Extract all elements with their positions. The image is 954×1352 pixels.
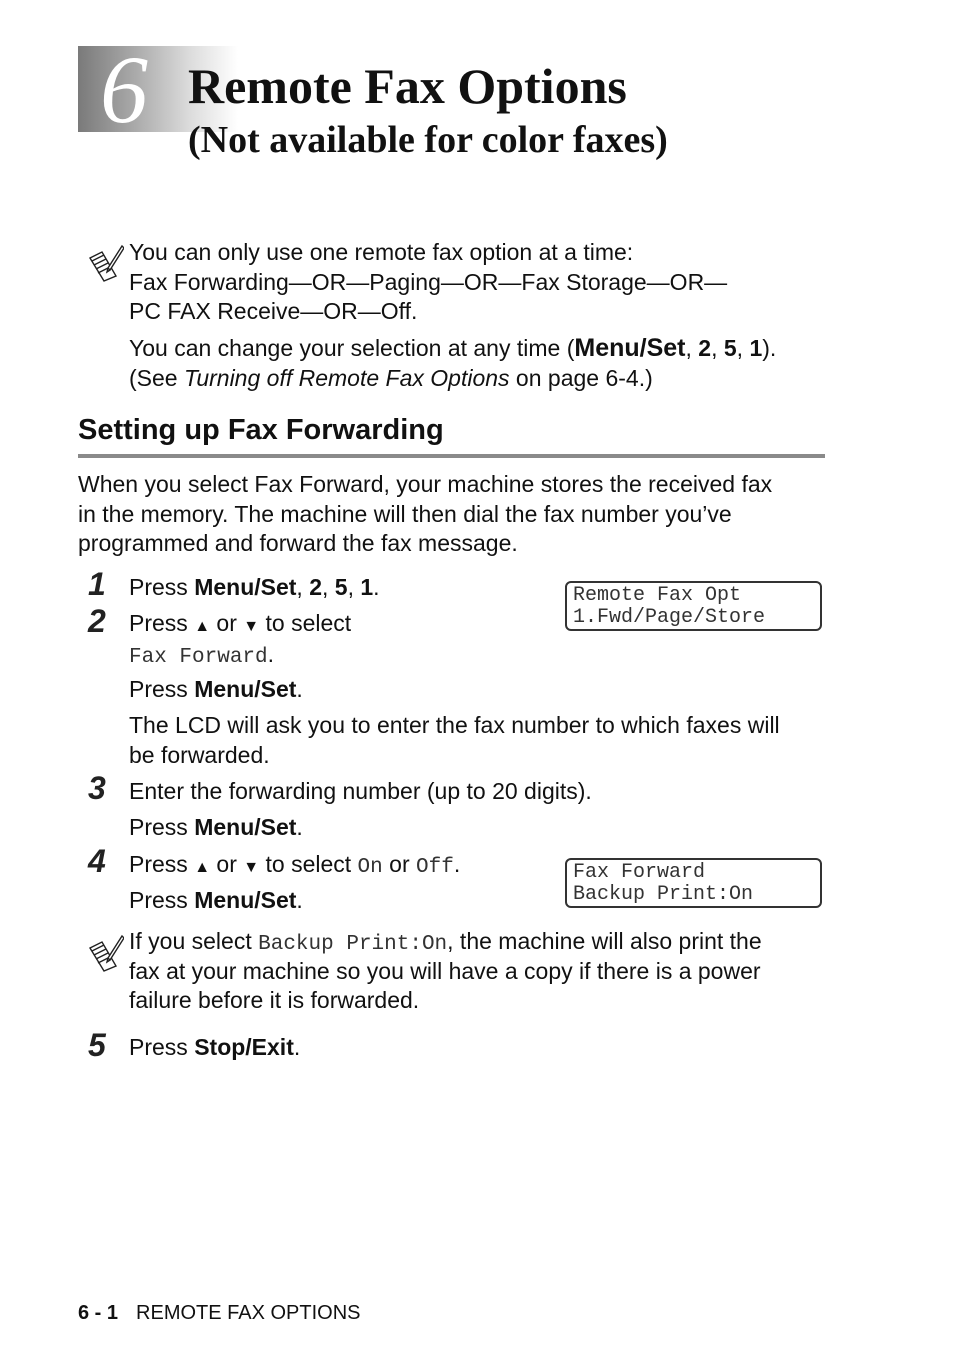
period: . xyxy=(453,851,461,877)
period: . xyxy=(296,814,303,840)
chapter-title: Remote Fax Options xyxy=(188,58,627,114)
note1-line4 xyxy=(129,334,776,364)
note2-post: , the machine will also print the xyxy=(447,928,762,954)
step-5-number: 5 xyxy=(88,1027,106,1063)
sep: , xyxy=(322,574,335,600)
page-number: 6 - 1 xyxy=(78,1302,119,1324)
note1-line1: You can only use one remote fax option at a time: xyxy=(129,239,634,265)
intro-line3: programmed and forward the fax message. xyxy=(78,530,518,556)
down-arrow-icon: ▼ xyxy=(243,618,260,635)
step-4-line1 xyxy=(129,850,460,883)
note1-line4-pre: You can change your selection at any time ( xyxy=(129,335,575,361)
step-1-number: 1 xyxy=(88,566,106,602)
sep: , xyxy=(736,335,750,361)
menu-set-key: Menu/Set xyxy=(194,887,297,913)
or: or xyxy=(382,851,416,877)
or: or xyxy=(210,610,244,636)
step-3-number: 3 xyxy=(88,770,106,806)
step-2-line2 xyxy=(129,640,274,673)
period: . xyxy=(267,641,275,667)
lcd-option-off: Off xyxy=(416,856,454,879)
step-2-pre: Press xyxy=(129,610,195,636)
footer-label: REMOTE FAX OPTIONS xyxy=(136,1302,361,1324)
lcd2-line2: Backup Print:On xyxy=(573,883,754,906)
step-3-press xyxy=(129,813,303,843)
step-2-lcd-text2: be forwarded. xyxy=(129,742,270,768)
cross-reference-link[interactable]: Turning off Remote Fax Options xyxy=(183,365,510,391)
lcd1-line2: 1.Fwd/Page/Store xyxy=(573,606,766,629)
note1-line3: PC FAX Receive—OR—Off. xyxy=(129,298,418,324)
key-5: 5 xyxy=(334,574,348,600)
step-2-post: to select xyxy=(259,610,352,636)
note2-pre: If you select xyxy=(129,928,259,954)
step-4-pre: Press xyxy=(129,851,195,877)
key-2: 2 xyxy=(698,335,712,361)
lcd-option-on: On xyxy=(357,856,383,879)
lcd2-line1: Fax Forward xyxy=(573,861,706,884)
note2-line1 xyxy=(129,927,762,960)
key-5: 5 xyxy=(723,335,737,361)
step-4-press xyxy=(129,886,303,916)
up-arrow-icon: ▲ xyxy=(194,618,211,635)
lcd1-line1: Remote Fax Opt xyxy=(573,584,742,607)
sep: , xyxy=(685,335,699,361)
sep: , xyxy=(296,574,310,600)
note1-line5-post: on page 6-4.) xyxy=(509,365,653,391)
intro-line2: in the memory. The machine will then dial the fax number you’ve xyxy=(78,501,732,527)
key-2: 2 xyxy=(309,574,322,600)
section-title: Setting up Fax Forwarding xyxy=(78,414,444,446)
or: or xyxy=(210,851,244,877)
note1-line4-post: ). xyxy=(762,335,777,361)
lcd-option-backup-print: Backup Print:On xyxy=(258,933,448,956)
note-pencil-icon xyxy=(86,244,124,282)
key-1: 1 xyxy=(360,574,374,600)
note2-line2: fax at your machine so you will have a copy if there is a power xyxy=(129,958,761,984)
note1-line2: Fax Forwarding—OR—Paging—OR—Fax Storage—OR— xyxy=(129,269,728,295)
key-1: 1 xyxy=(749,335,763,361)
step-1-post: . xyxy=(373,574,380,600)
press-pre: Press xyxy=(129,887,195,913)
step-1-pre: Press xyxy=(129,574,195,600)
stop-exit-key: Stop/Exit xyxy=(194,1034,294,1060)
note2-line3: failure before it is forwarded. xyxy=(129,987,420,1013)
period: . xyxy=(296,676,303,702)
chapter-subtitle: (Not available for color faxes) xyxy=(188,119,668,161)
step-5-text xyxy=(129,1033,300,1063)
press-pre: Press xyxy=(129,1034,195,1060)
step-1-text xyxy=(129,573,380,603)
note-pencil-icon xyxy=(86,934,124,972)
page-footer xyxy=(78,1301,361,1325)
menu-set-key: Menu/Set xyxy=(574,334,686,362)
step-2-number: 2 xyxy=(88,603,106,639)
lcd-display-1 xyxy=(565,581,822,631)
press-pre: Press xyxy=(129,676,195,702)
step-4-number: 4 xyxy=(88,843,106,879)
section-divider xyxy=(78,454,825,458)
period: . xyxy=(296,887,303,913)
press-pre: Press xyxy=(129,814,195,840)
period: . xyxy=(293,1034,301,1060)
step-2-lcd-text1: The LCD will ask you to enter the fax number to which faxes will xyxy=(129,712,780,738)
down-arrow-icon: ▼ xyxy=(243,859,260,876)
menu-set-key: Menu/Set xyxy=(194,574,297,600)
up-arrow-icon: ▲ xyxy=(194,859,211,876)
menu-set-key: Menu/Set xyxy=(194,676,297,702)
step-2-line1 xyxy=(129,609,351,642)
step-3-line1: Enter the forwarding number (up to 20 digits). xyxy=(129,778,592,804)
sep: , xyxy=(347,574,361,600)
sep: , xyxy=(711,335,724,361)
menu-set-key: Menu/Set xyxy=(194,814,297,840)
to-select: to select xyxy=(259,851,358,877)
note1-line5 xyxy=(129,364,653,394)
lcd-display-2 xyxy=(565,858,822,908)
intro-line1: When you select Fax Forward, your machine stores the received fax xyxy=(78,471,773,497)
lcd-option-fax-forward: Fax Forward xyxy=(129,646,268,669)
step-2-press xyxy=(129,675,303,705)
chapter-number: 6 xyxy=(100,36,148,143)
note1-line5-pre: (See xyxy=(129,365,184,391)
